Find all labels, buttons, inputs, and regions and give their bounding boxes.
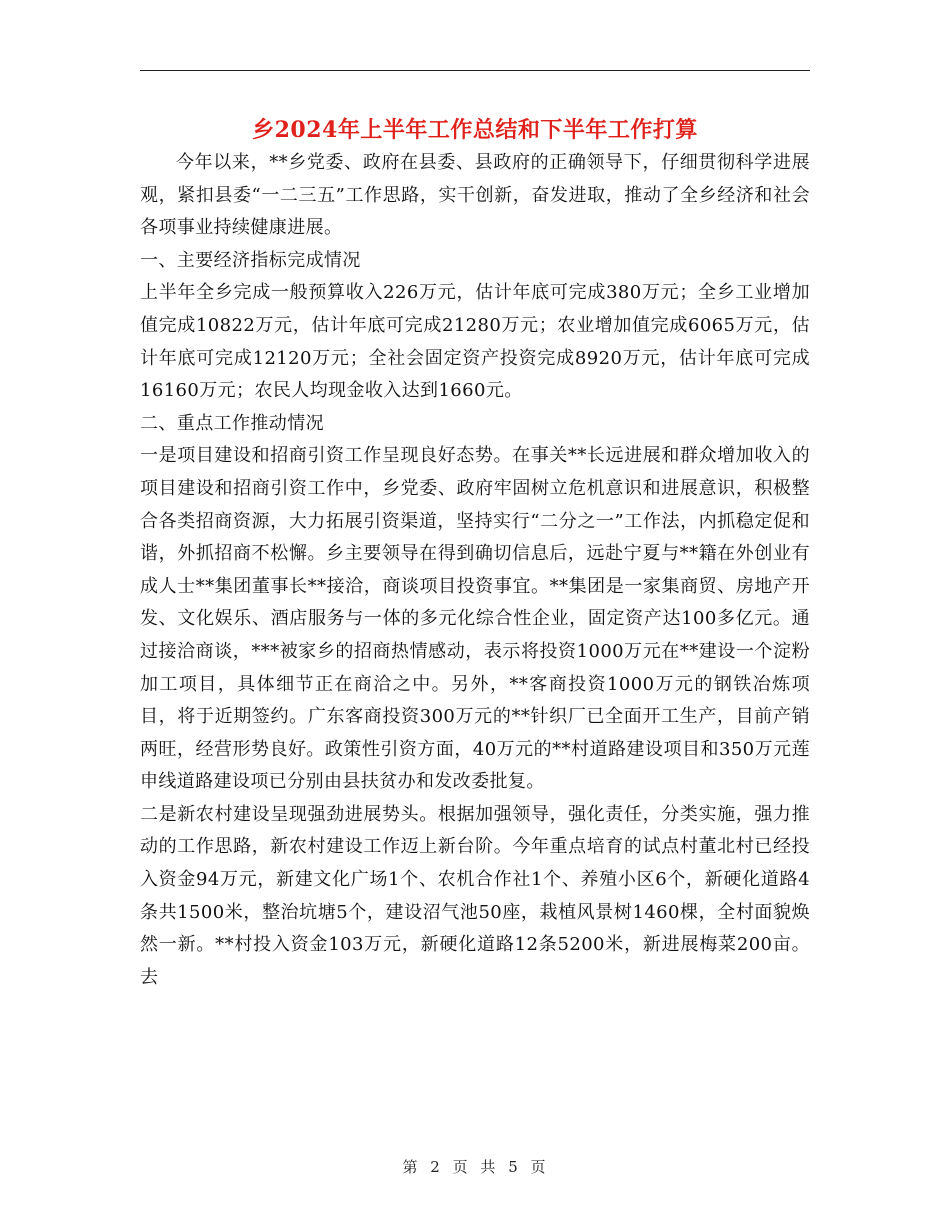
page-label-mid: 页	[452, 1158, 470, 1176]
document-body	[140, 147, 810, 994]
economic-indicators-paragraph: 上半年全乡完成一般预算收入226万元，估计年底可完成380万元；全乡工业增加值完成10822万元，估计年底可完成21280万元；农业增加值完成6065万元，估计年底可完成12120万元；全社会固定资产投资完成8920万元，估计年底可完成16160万元；农民人均现金收入达到1660元。	[140, 282, 810, 402]
total-label-prefix: 共	[480, 1158, 498, 1176]
section-heading-2: 二、重点工作推动情况	[140, 412, 324, 434]
header-rule	[140, 70, 810, 71]
total-label-suffix: 页	[530, 1158, 548, 1176]
intro-paragraph: 今年以来，**乡党委、政府在县委、县政府的正确领导下，仔细贯彻科学进展观，紧扣县委“一二三五”工作思路，实干创新，奋发进取，推动了全乡经济和社会各项事业持续健康进展。	[140, 152, 810, 239]
investment-paragraph: 一是项目建设和招商引资工作呈现良好态势。在事关**长远进展和群众增加收入的项目建设和招商引资工作中，乡党委、政府牢固树立危机意识和进展意识，积极整合各类招商资源，大力拓展引资渠道，坚持实行“二分之一”工作法，内抓稳定促和谐，外抓招商不松懈。乡主要领导在得到确切信息后，远赴宁夏与**籍在外创业有成人士**集团董事长**接洽，商谈项目投资事宜。**集团是一家集商贸、房地产开发、文化娱乐、酒店服务与一体的多元化综合性企业，固定资产达100多亿元。通过接洽商谈，***被家乡的招商热情感动，表示将投资1000万元在**建设一个淀粉加工项目，具体细节正在商洽之中。另外，**客商投资1000万元的钢铁冶炼项目，将于近期签约。广东客商投资300万元的**针织厂已全面开工生产，目前产销两旺，经营形势良好。政策性引资方面，40万元的**村道路建设项目和350万元莲申线道路建设项已分别由县扶贫办和发改委批复。	[140, 445, 810, 793]
current-page-number: 2	[430, 1158, 442, 1176]
section-heading-1: 一、主要经济指标完成情况	[140, 249, 361, 271]
total-page-count: 5	[508, 1158, 520, 1176]
page-footer	[0, 1156, 950, 1177]
rural-construction-paragraph: 二是新农村建设呈现强劲进展势头。根据加强领导，强化责任，分类实施，强力推动的工作思路，新农村建设工作迈上新台阶。今年重点培育的试点村董北村已经投入资金94万元，新建文化广场1个、农机合作社1个、养殖小区6个，新硬化道路4条共1500米，整治坑塘5个，建设沼气池50座，栽植风景树1460棵，全村面貌焕然一新。**村投入资金103万元，新硬化道路12条5200米，新进展梅菜200亩。去	[140, 803, 810, 988]
page-label-prefix: 第	[402, 1158, 420, 1176]
document-title: 乡2024年上半年工作总结和下半年工作打算	[252, 117, 698, 143]
